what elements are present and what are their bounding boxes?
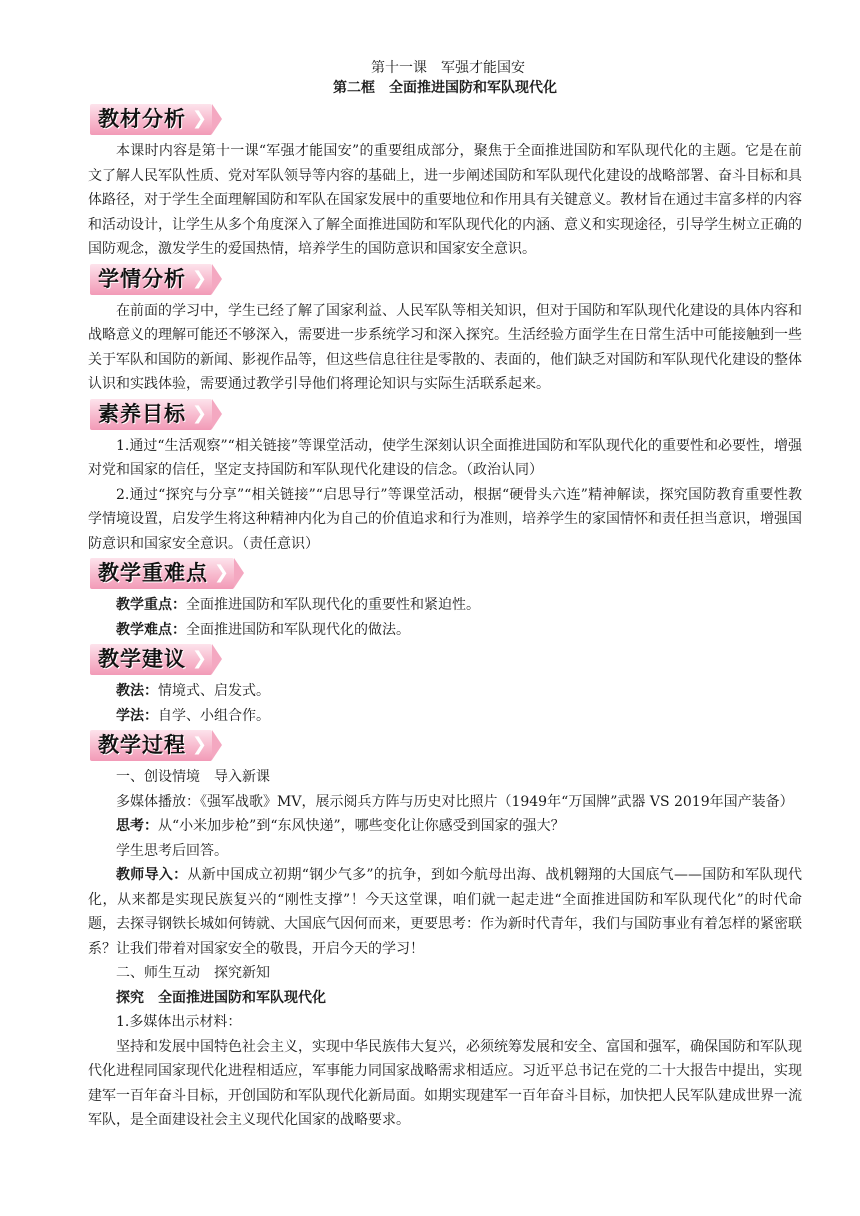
teaching-focus — [88, 593, 802, 618]
chevron-right-icon: ❯ — [191, 267, 208, 289]
chevron-right-icon: ❯ — [191, 402, 208, 424]
teaching-focus-label: 教学重点： — [116, 597, 186, 613]
lesson-title: 第十一课 军强才能国安 — [371, 60, 525, 76]
learning-method — [88, 704, 802, 729]
material-paragraph: 坚持和发展中国特色社会主义，实现中华民族伟大复兴，必须统筹发展和安全、富国和强军，确保国防和军队现代化进程同国家现代化进程相适应，军事能力同国家战略需求相适应。习近平总书记在党的二十大报告中提出，实现建军一百年奋斗目标，开创国防和军队现代化新局面。如期实现建军一百年奋斗目标，加快把人民军队建成世界一流军队，是全面建设社会主义现代化国家的战略要求。 — [88, 1038, 802, 1128]
material-analysis-heading — [90, 104, 212, 135]
teaching-method-text: 情境式、启发式。 — [158, 683, 270, 699]
teaching-method-label: 教法： — [116, 683, 158, 699]
student-analysis-heading-text: 学情分析 — [98, 266, 186, 291]
teaching-method — [88, 679, 802, 704]
student-analysis-paragraph: 在前面的学习中，学生已经了解了国家利益、人民军队等相关知识，但对于国防和军队现代化建设的具体内容和战略意义的理解可能还不够深入，需要进一步系统学习和深入探究。生活经验方面学生在日常生活中可能接触到一些关于军队和国防的新闻、影视作品等，但这些信息往往是零散的、表面的，他们缺乏对国防和军队现代化建设的整体认识和实践体验，需要通过教学引导他们将理论知识与实际生活联系起来。 — [88, 302, 802, 392]
goal-item: 1.通过“生活观察”“相关链接”等课堂活动，使学生深刻认识全面推进国防和军队现代化的重要性和必要性，增强对党和国家的信任，坚定支持国防和军队现代化建设的信念。（政治认同） — [88, 437, 802, 478]
chevron-right-icon: ❯ — [213, 562, 230, 583]
process-heading-text: 教学过程 — [98, 733, 186, 757]
step-one-title: 一、创设情境 导入新课 — [116, 769, 270, 785]
think-question — [88, 814, 802, 839]
explore-title — [88, 986, 802, 1011]
suggestions-heading-text: 教学建议 — [98, 647, 186, 671]
teaching-focus-text: 全面推进国防和军队现代化的重要性和紧迫性。 — [186, 597, 480, 613]
media-material-label: 1.多媒体出示材料： — [116, 1014, 242, 1030]
teacher-intro — [88, 863, 802, 961]
explore-title-text: 探究 全面推进国防和军队现代化 — [116, 989, 326, 1006]
learning-method-label: 学法： — [116, 707, 158, 724]
suggestions-heading — [90, 644, 212, 675]
teaching-difficulty-text: 全面推进国防和军队现代化的做法。 — [186, 621, 410, 638]
step-two-title: 二、师生互动 探究新知 — [116, 965, 270, 981]
section-title: 第二框 全面推进国防和军队现代化 — [333, 80, 557, 96]
student-analysis-heading — [90, 264, 212, 295]
teacher-intro-label: 教师导入： — [116, 867, 188, 883]
teaching-difficulty — [88, 618, 802, 643]
chevron-right-icon: ❯ — [191, 108, 208, 129]
think-text: 从“小米加步枪”到“东风快递”，哪些变化让你感受到国家的强大？ — [158, 818, 565, 834]
key-points-heading-text: 教学重难点 — [98, 561, 208, 585]
think-label: 思考： — [116, 818, 158, 834]
media-playback: 多媒体播放：《强军战歌》MV，展示阅兵方阵与历史对比照片（1949年“万国牌”武器 VS 2019年国产装备） — [116, 793, 794, 810]
student-answer: 学生思考后回答。 — [116, 842, 228, 859]
chevron-right-icon: ❯ — [191, 734, 208, 755]
learning-method-text: 自学、小组合作。 — [158, 707, 270, 724]
chevron-right-icon: ❯ — [191, 648, 208, 669]
teacher-intro-text: 从新中国成立初期“钢少气多”的抗争，到如今航母出海、战机翱翔的大国底气——国防和军队现代化，从来都是实现民族复兴的“刚性支撑”！今天这堂课，咱们就一起走进“全面推进国防和军队现代化”的时代命题，去探寻钢铁长城如何铸就、大国底气因何而来，更要思考：作为新时代青年，我们与国防事业有着怎样的紧密联系？让我们带着对国家安全的敬畏，开启今天的学习！ — [88, 867, 803, 957]
document-page — [88, 58, 802, 1133]
material-analysis-paragraph: 本课时内容是第十一课“军强才能国安”的重要组成部分，聚焦于全面推进国防和军队现代化的主题。它是在前文了解人民军队性质、党对军队领导等内容的基础上，进一步阐述国防和军队现代化建设的战略部署、奋斗目标和具体路径，对于学生全面理解国防和军队在国家发展中的重要地位和作用具有关键意义。教材旨在通过丰富多样的内容和活动设计，让学生从多个角度深入了解全面推进国防和军队现代化的内涵、意义和实现途径，引导学生树立正确的国防观念，激发学生的爱国热情，培养学生的国防意识和国家安全意识。 — [88, 143, 802, 257]
key-points-heading — [90, 558, 234, 589]
teaching-difficulty-label: 教学难点： — [116, 621, 186, 638]
goals-heading-text: 素养目标 — [98, 401, 186, 426]
goals-heading — [90, 399, 212, 430]
material-analysis-heading-text: 教材分析 — [98, 107, 186, 131]
goal-item: 2.通过“探究与分享”“相关链接”“启思导行”等课堂活动，根据“硬骨头六连”精神解读，探究国防教育重要性教学情境设置，启发学生将这种精神内化为自己的价值追求和行为准则，培养学生的家国情怀和责任担当意识，增强国防意识和国家安全意识。（责任意识） — [88, 486, 802, 552]
process-heading — [90, 730, 212, 761]
